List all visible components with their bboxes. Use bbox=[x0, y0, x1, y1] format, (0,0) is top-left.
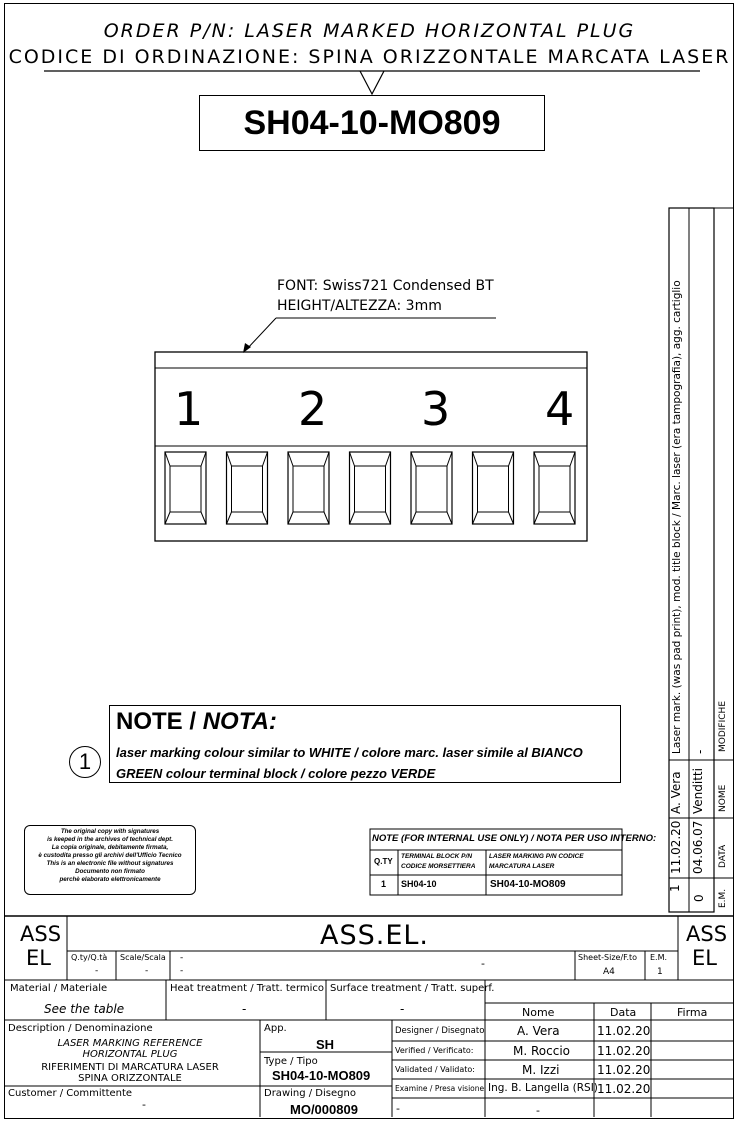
type-label: Type / Tipo bbox=[264, 1056, 318, 1067]
qty-label: Q.ty/Q.tà bbox=[71, 953, 108, 962]
description-line-1: LASER MARKING REFERENCE bbox=[57, 1038, 203, 1049]
designer-date: 11.02.20 bbox=[597, 1024, 651, 1038]
drawing-value: MO/000809 bbox=[290, 1102, 358, 1117]
logo-right-bottom: EL bbox=[692, 946, 717, 970]
position-label-1: 1 bbox=[174, 382, 204, 436]
exam-name: Ing. B. Langella (RSI) bbox=[488, 1082, 598, 1094]
exam-date: 11.02.20 bbox=[597, 1082, 651, 1096]
internal-h-block: TERMINAL BLOCK P/N CODICE MORSETTIERA bbox=[401, 853, 476, 870]
company-name: ASS.EL. bbox=[320, 920, 430, 951]
last-row-label: - bbox=[396, 1102, 400, 1115]
signature-stamp: The original copy with signatures is keeped in the archives of technical dept. La copia originale, debitamente firmata, è custodita presso gli archivi dell'Ufficio Tecnico This is an electronic file without signatures Documento non firmato perchè elaborato elettronicamente bbox=[24, 825, 196, 895]
internal-note-title: NOTE (FOR INTERNAL USE ONLY) / NOTA PER USO INTERNO: bbox=[372, 833, 657, 844]
verified-label: Verified / Verificato: bbox=[395, 1046, 474, 1055]
scale-value: - bbox=[145, 966, 149, 976]
validated-date: 11.02.20 bbox=[597, 1063, 651, 1077]
validated-name: M. Izzi bbox=[522, 1063, 560, 1077]
description-line-3: RIFERIMENTI DI MARCATURA LASER bbox=[41, 1062, 219, 1073]
rev0-em: 0 bbox=[692, 894, 706, 902]
rev1-modifiche: Laser mark. (was pad print), mod. title block / Marc. laser (era tampografia), agg. cartiglio bbox=[671, 280, 683, 754]
em-value: 1 bbox=[657, 967, 663, 977]
order-title-en: ORDER P/N: LASER MARKED HORIZONTAL PLUG bbox=[103, 20, 636, 42]
qty-value: - bbox=[95, 966, 99, 976]
dash-a: - bbox=[180, 953, 184, 963]
dash-c: - bbox=[481, 957, 485, 970]
type-value: SH04-10-MO809 bbox=[272, 1068, 371, 1083]
part-number-box: SH04-10-MO809 bbox=[199, 95, 545, 151]
exam-label: Examine / Presa visione bbox=[395, 1084, 485, 1093]
note-title: NOTE / NOTA: bbox=[116, 708, 277, 735]
font-callout-height: HEIGHT/ALTEZZA: 3mm bbox=[277, 298, 442, 314]
heat-value: - bbox=[242, 1002, 247, 1016]
customer-value: - bbox=[142, 1098, 146, 1111]
rev0-data: 04.06.07 bbox=[691, 820, 705, 874]
description-line-2: HORIZONTAL PLUG bbox=[82, 1049, 178, 1060]
description-label: Description / Denominazione bbox=[8, 1023, 153, 1034]
heat-label: Heat treatment / Tratt. termico bbox=[170, 983, 325, 994]
logo-right-top: ASS bbox=[686, 922, 728, 946]
rev-h-modifiche: MODIFICHE bbox=[718, 700, 728, 752]
rev0-nome: Venditti bbox=[691, 768, 705, 814]
app-value: SH bbox=[316, 1037, 335, 1052]
col-data: Data bbox=[610, 1006, 637, 1019]
sheet-value: A4 bbox=[603, 967, 615, 977]
verified-date: 11.02.20 bbox=[597, 1044, 651, 1058]
rev0-modifiche: - bbox=[693, 749, 707, 754]
sheet-label: Sheet-Size/F.to bbox=[578, 953, 638, 962]
rev-h-nome: NOME bbox=[718, 784, 728, 812]
position-label-3: 3 bbox=[421, 382, 451, 436]
note-line-2: GREEN colour terminal block / colore pezzo VERDE bbox=[116, 766, 436, 781]
logo-left-top: ASS bbox=[20, 922, 62, 946]
scale-label: Scale/Scala bbox=[120, 953, 166, 962]
rev-h-data: DATA bbox=[718, 844, 728, 868]
drawing-label: Drawing / Disegno bbox=[264, 1088, 356, 1099]
em-label: E.M. bbox=[650, 953, 668, 962]
customer-label: Customer / Committente bbox=[8, 1088, 133, 1099]
position-label-2: 2 bbox=[298, 382, 328, 436]
note-line-1: laser marking colour similar to WHITE / colore marc. laser simile al BIANCO bbox=[116, 745, 583, 760]
rev-h-em: E.M. bbox=[718, 888, 728, 908]
app-label: App. bbox=[264, 1023, 287, 1034]
verified-name: M. Roccio bbox=[513, 1044, 570, 1058]
designer-name: A. Vera bbox=[517, 1024, 560, 1038]
validated-label: Validated / Validato: bbox=[395, 1065, 476, 1074]
dash-b: - bbox=[180, 966, 184, 976]
logo-left-bottom: EL bbox=[26, 946, 51, 970]
designer-label: Designer / Disegnato bbox=[395, 1026, 485, 1036]
rev1-em: 1 bbox=[668, 884, 682, 892]
col-firma: Firma bbox=[677, 1006, 708, 1019]
internal-block: SH04-10 bbox=[401, 879, 437, 889]
position-label-4: 4 bbox=[545, 382, 575, 436]
surface-value: - bbox=[400, 1002, 405, 1016]
rev1-nome: A. Vera bbox=[669, 771, 683, 814]
description-line-4: SPINA ORIZZONTALE bbox=[78, 1073, 182, 1084]
rev1-data: 11.02.20 bbox=[669, 820, 683, 874]
col-nome: Nome bbox=[522, 1006, 555, 1019]
font-callout-font: FONT: Swiss721 Condensed BT bbox=[277, 278, 494, 294]
material-label: Material / Materiale bbox=[10, 983, 108, 994]
internal-h-laser: LASER MARKING P/N CODICE MARCATURA LASER bbox=[489, 853, 584, 870]
internal-h-qty: Q.TY bbox=[374, 857, 393, 866]
surface-label: Surface treatment / Tratt. superf. bbox=[330, 983, 495, 994]
note-ref-circle: 1 bbox=[69, 746, 101, 778]
internal-qty: 1 bbox=[381, 879, 387, 889]
last-row-name: - bbox=[536, 1104, 540, 1117]
order-title-it: CODICE DI ORDINAZIONE: SPINA ORIZZONTALE MARCATA LASER bbox=[8, 46, 731, 68]
internal-laser: SH04-10-MO809 bbox=[490, 879, 566, 890]
material-value: See the table bbox=[44, 1002, 125, 1016]
